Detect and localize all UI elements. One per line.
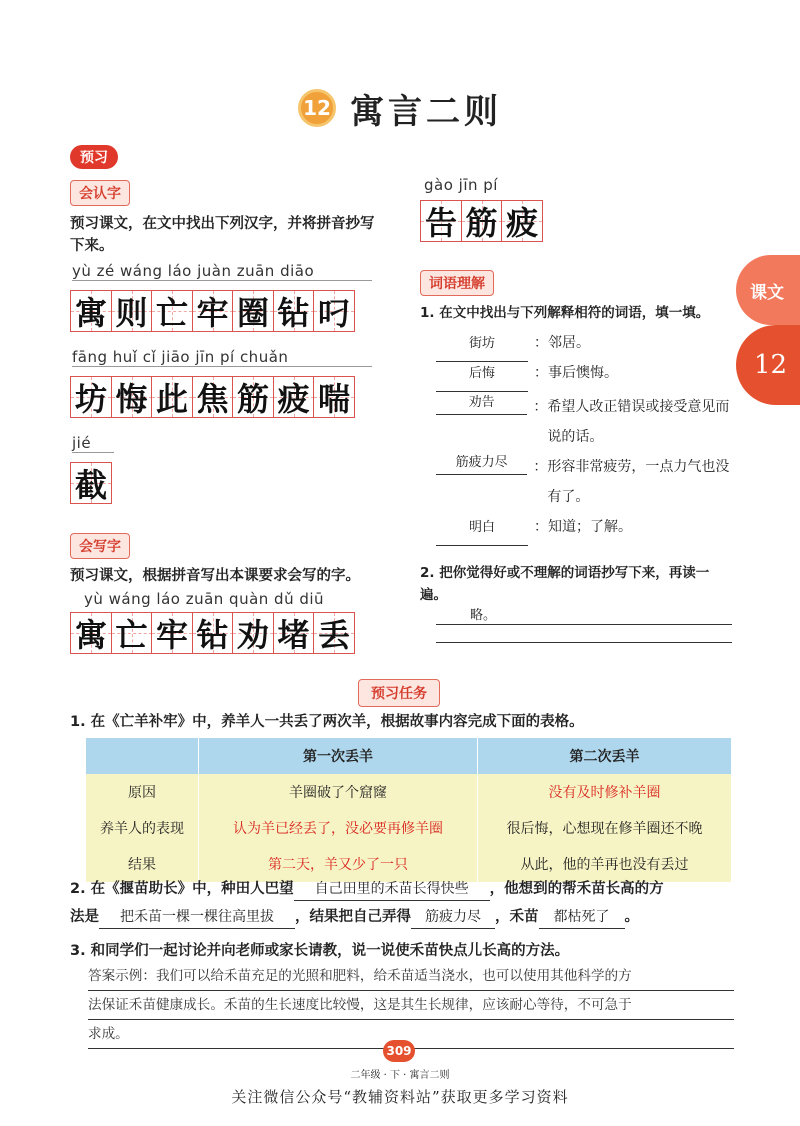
char-grid-right: [420, 200, 542, 242]
vocab-def: 知道；了解。: [548, 519, 632, 535]
table-row: [86, 774, 732, 810]
recognize-tag: 会认字: [70, 180, 130, 206]
tasks-question-2-line-2: 法是 把禾苗一棵一棵往高里拔 ，结果把自己弄得 筋疲力尽 ，禾苗 都枯死了 。: [70, 906, 750, 929]
vocab-tag: 词语理解: [420, 270, 494, 296]
char-grid-row-2: [70, 376, 354, 418]
table-row: [86, 810, 732, 846]
table-header-row: [86, 738, 732, 774]
vocab-item: 街坊 ： 邻居。: [436, 332, 736, 362]
tasks-question-3: 3. 和同学们一起讨论并向老师或家长请教，说一说使禾苗快点儿长高的方法。: [70, 943, 570, 959]
vocab-answer-line-2: [436, 642, 732, 643]
char-cell: 寓: [70, 612, 112, 654]
answer-blank: 把禾苗一棵一棵往高里拔: [99, 906, 295, 929]
vocab-answer-line: 略。: [436, 604, 732, 625]
char-cell: 亡: [151, 290, 193, 332]
side-tab-number: 12: [736, 325, 800, 405]
vocab-question-2: 2. 把你觉得好或不理解的词语抄写下来，再读一遍。: [420, 565, 710, 603]
pinyin-row-1: yù zé wáng láo juàn zuān diāo: [72, 262, 372, 281]
char-cell: 叼: [313, 290, 355, 332]
vocab-def: 事后懊悔。: [548, 365, 618, 381]
table-header-cell: 第一次丢羊: [199, 738, 478, 774]
char-cell: 喘: [313, 376, 355, 418]
char-cell: 则: [111, 290, 153, 332]
table-cell: 很后悔，心想现在修羊圈还不晚: [478, 810, 732, 846]
page-title: [0, 78, 800, 138]
recognize-instruction: 预习课文，在文中找出下列汉字，并将拼音抄写下来。: [70, 216, 375, 254]
char-cell: 钻: [273, 290, 315, 332]
char-grid-row-1: [70, 290, 354, 332]
char-cell: 焦: [192, 376, 234, 418]
table-cell: 第二天，羊又少了一只: [199, 846, 478, 882]
table-cell: 从此，他的羊再也没有丢过: [478, 846, 732, 882]
table-cell-label: 养羊人的表现: [86, 810, 199, 846]
char-cell: 寓: [70, 290, 112, 332]
char-cell: 此: [151, 376, 193, 418]
write-instruction: 预习课文，根据拼音写出本课要求会写的字。: [70, 568, 360, 584]
char-cell: 疲: [273, 376, 315, 418]
write-char-grid: [70, 612, 354, 654]
table-header-cell: 第二次丢羊: [478, 738, 732, 774]
pinyin-row-2: fāng huǐ cǐ jiāo jīn pí chuǎn: [72, 348, 372, 367]
answer-line: 答案示例：我们可以给禾苗充足的光照和肥料，给禾苗适当浇水，也可以使用其他科学的方: [88, 962, 734, 991]
char-grid-row-3: [70, 462, 111, 504]
tasks-question-2-line-1: 2. 在《揠苗助长》中，种田人巴望 自己田里的禾苗长得快些 ，他想到的帮禾苗长高的方: [70, 878, 750, 901]
char-cell: 钻: [192, 612, 234, 654]
tasks-badge: 预习任务: [358, 679, 440, 707]
char-cell: 疲: [501, 200, 543, 242]
table-row: [86, 846, 732, 882]
char-cell: 悔: [111, 376, 153, 418]
vocab-term: 后悔: [436, 362, 528, 392]
vocab-def: 邻居。: [548, 335, 590, 351]
side-tab-label: 课文: [736, 255, 800, 325]
preview-badge: 预习: [70, 145, 118, 169]
pinyin-row-3: jié: [72, 434, 114, 453]
footer-promo: 关注微信公众号“教辅资料站”获取更多学习资料: [231, 1088, 569, 1106]
char-cell: 丢: [313, 612, 355, 654]
vocab-term: 明白: [436, 516, 528, 546]
char-cell: 告: [420, 200, 462, 242]
answer-line: 法保证禾苗健康成长。禾苗的生长速度比较慢，这是其生长规律，应该耐心等待，不可急于: [88, 991, 734, 1020]
table-cell-label: 原因: [86, 774, 199, 810]
pinyin-row-right: gào jīn pí: [424, 176, 498, 194]
vocab-question-1: 1. 在文中找出与下列解释相符的词语，填一填。: [420, 305, 710, 321]
tasks-question-1: 1. 在《亡羊补牢》中，养羊人一共丢了两次羊，根据故事内容完成下面的表格。: [70, 714, 584, 730]
write-pinyin: yù wáng láo zuān quàn dǔ diū: [84, 590, 325, 608]
table-header-cell: [86, 738, 199, 774]
char-cell: 堵: [273, 612, 315, 654]
vocab-item: 后悔 ： 事后懊悔。: [436, 362, 736, 392]
answer-blank: 筋疲力尽: [411, 906, 495, 929]
write-tag: 会写字: [70, 533, 130, 559]
table-cell: 没有及时修补羊圈: [478, 774, 732, 810]
vocab-def: 希望人改正错误或接受意见而说的话。: [547, 399, 730, 445]
char-cell: 筋: [232, 376, 274, 418]
char-cell: 劝: [232, 612, 274, 654]
vocab-term: 劝告: [436, 392, 527, 415]
lesson-number-badge: 12: [298, 89, 336, 127]
table-cell: 羊圈破了个窟窿: [199, 774, 478, 810]
vocab-list: [436, 332, 736, 546]
char-cell: 筋: [461, 200, 503, 242]
footer-caption: 二年级 · 下 · 寓言二则: [350, 1070, 450, 1081]
vocab-term: 筋疲力尽: [436, 452, 527, 475]
answer-blank: 自己田里的禾苗长得快些: [294, 878, 490, 901]
lesson-title: 寓言二则: [350, 91, 502, 132]
answer-line: 求成。: [88, 1020, 734, 1049]
char-cell: 圈: [232, 290, 274, 332]
vocab-item: 劝告 ： 希望人改正错误或接受意见而说的话。: [436, 392, 736, 452]
page-number: 309: [383, 1040, 415, 1062]
answer-blank: 都枯死了: [539, 906, 625, 929]
vocab-item: 明白 ： 知道；了解。: [436, 516, 736, 546]
table-cell-label: 结果: [86, 846, 199, 882]
char-cell: 牢: [192, 290, 234, 332]
table-cell: 认为羊已经丢了，没必要再修羊圈: [199, 810, 478, 846]
char-cell: 坊: [70, 376, 112, 418]
char-cell: 牢: [151, 612, 193, 654]
vocab-term: 街坊: [436, 332, 528, 362]
q3-answer: [88, 962, 734, 1049]
vocab-item: 筋疲力尽 ： 形容非常疲劳，一点力气也没有了。: [436, 452, 736, 516]
vocab-def: 形容非常疲劳，一点力气也没有了。: [547, 459, 730, 505]
char-cell: 亡: [111, 612, 153, 654]
char-cell: 截: [70, 462, 112, 504]
lost-sheep-table: [86, 738, 732, 882]
